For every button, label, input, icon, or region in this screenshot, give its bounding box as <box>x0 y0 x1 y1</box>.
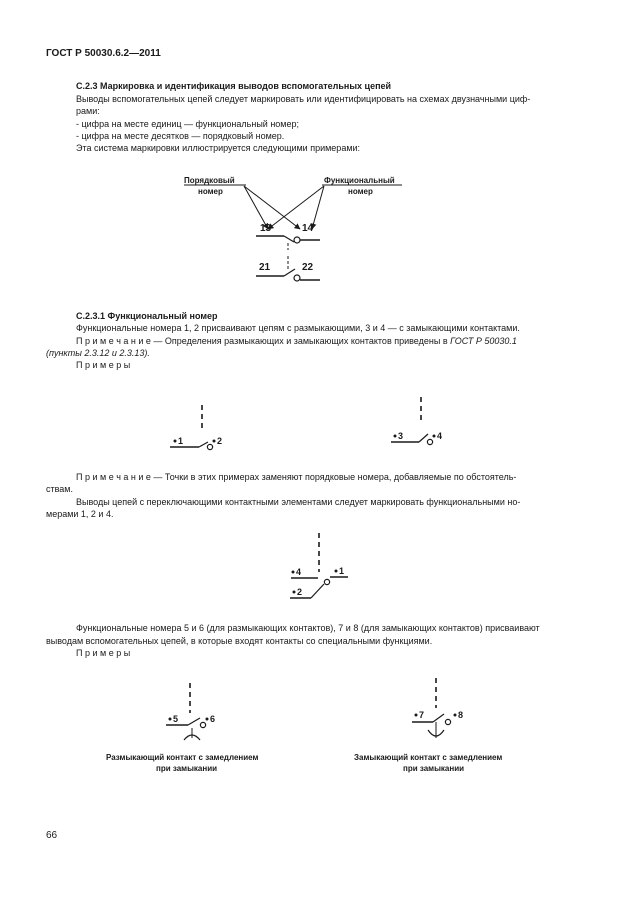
note-text: — Определения размыкающих и замыкающих контактов приведены в <box>150 336 451 346</box>
function-number-label: Функциональный <box>324 176 395 185</box>
note-prefix: П р и м е ч а н и е <box>76 336 151 346</box>
note-text: — Точки в этих примерах заменяют порядковые номера, добавляемые по обстоятель- <box>150 472 517 482</box>
list-item: - цифра на месте единиц — функциональный номер; <box>76 119 299 129</box>
paragraph-line: мерами 1, 2 и 4. <box>46 509 114 519</box>
function-number-label: номер <box>348 187 373 196</box>
terminal-label: 13 <box>260 223 272 234</box>
paragraph-line: Функциональные номера 1, 2 присваивают цепям с размыкающими, 3 и 4 — с замыкающими контактами. <box>76 323 520 333</box>
sequence-number-label: номер <box>198 187 223 196</box>
paragraph-line: рами: <box>76 106 100 116</box>
examples-heading: П р и м е р ы <box>76 360 131 370</box>
terminal-label: 14 <box>302 223 314 234</box>
terminal-label: 1 <box>178 436 184 446</box>
terminal-label: 2 <box>217 436 223 446</box>
diagram-caption: Размыкающий контакт с замедлением <box>106 753 259 762</box>
terminal-label: 3 <box>398 431 404 441</box>
note-prefix: П р и м е ч а н и е <box>76 472 151 482</box>
terminal-label: 8 <box>458 710 464 720</box>
standard-header: ГОСТ Р 50030.6.2—2011 <box>46 48 161 59</box>
terminal-label: 7 <box>419 710 425 720</box>
note-line: (пункты 2.3.12 и 2.3.13). <box>46 348 150 358</box>
paragraph-line: Эта система маркировки иллюстрируется следующими примерами: <box>76 143 361 153</box>
note-line: ствам. <box>46 484 73 494</box>
diagram-caption: Замыкающий контакт с замедлением <box>354 753 503 762</box>
page-number: 66 <box>46 830 58 841</box>
terminal-label: 2 <box>297 587 303 597</box>
paragraph-line: Функциональные номера 5 и 6 (для размыкающих контактов), 7 и 8 (для замыкающих контактов) присваивают <box>76 623 540 633</box>
section-title: С.2.3 Маркировка и идентификация выводов вспомогательных цепей <box>76 81 392 91</box>
paragraph-line: выводам вспомогательных цепей, в которые входят контакты со специальными функциями. <box>46 636 433 646</box>
terminal-label: 1 <box>339 566 345 576</box>
diagram-caption: при замыкании <box>403 764 465 773</box>
examples-heading: П р и м е р ы <box>76 648 131 658</box>
note-reference: ГОСТ Р 50030.1 <box>450 336 517 346</box>
terminal-label: 4 <box>296 567 302 577</box>
sequence-number-label: Порядковый <box>184 176 235 185</box>
diagram-caption: при замыкании <box>156 764 218 773</box>
terminal-label: 22 <box>302 262 314 273</box>
paragraph-line: Выводы цепей с переключающими контактными элементами следует маркировать функциональными но- <box>76 497 521 507</box>
terminal-label: 5 <box>173 714 179 724</box>
subsection-title: С.2.3.1 Функциональный номер <box>76 311 218 321</box>
list-item: - цифра на месте десятков — порядковый номер. <box>76 131 285 141</box>
terminal-label: 4 <box>437 431 443 441</box>
terminal-label: 6 <box>210 714 216 724</box>
terminal-label: 21 <box>259 262 271 273</box>
paragraph-line: Выводы вспомогательных цепей следует маркировать или идентифицировать на схемах двузначными циф- <box>76 94 531 104</box>
